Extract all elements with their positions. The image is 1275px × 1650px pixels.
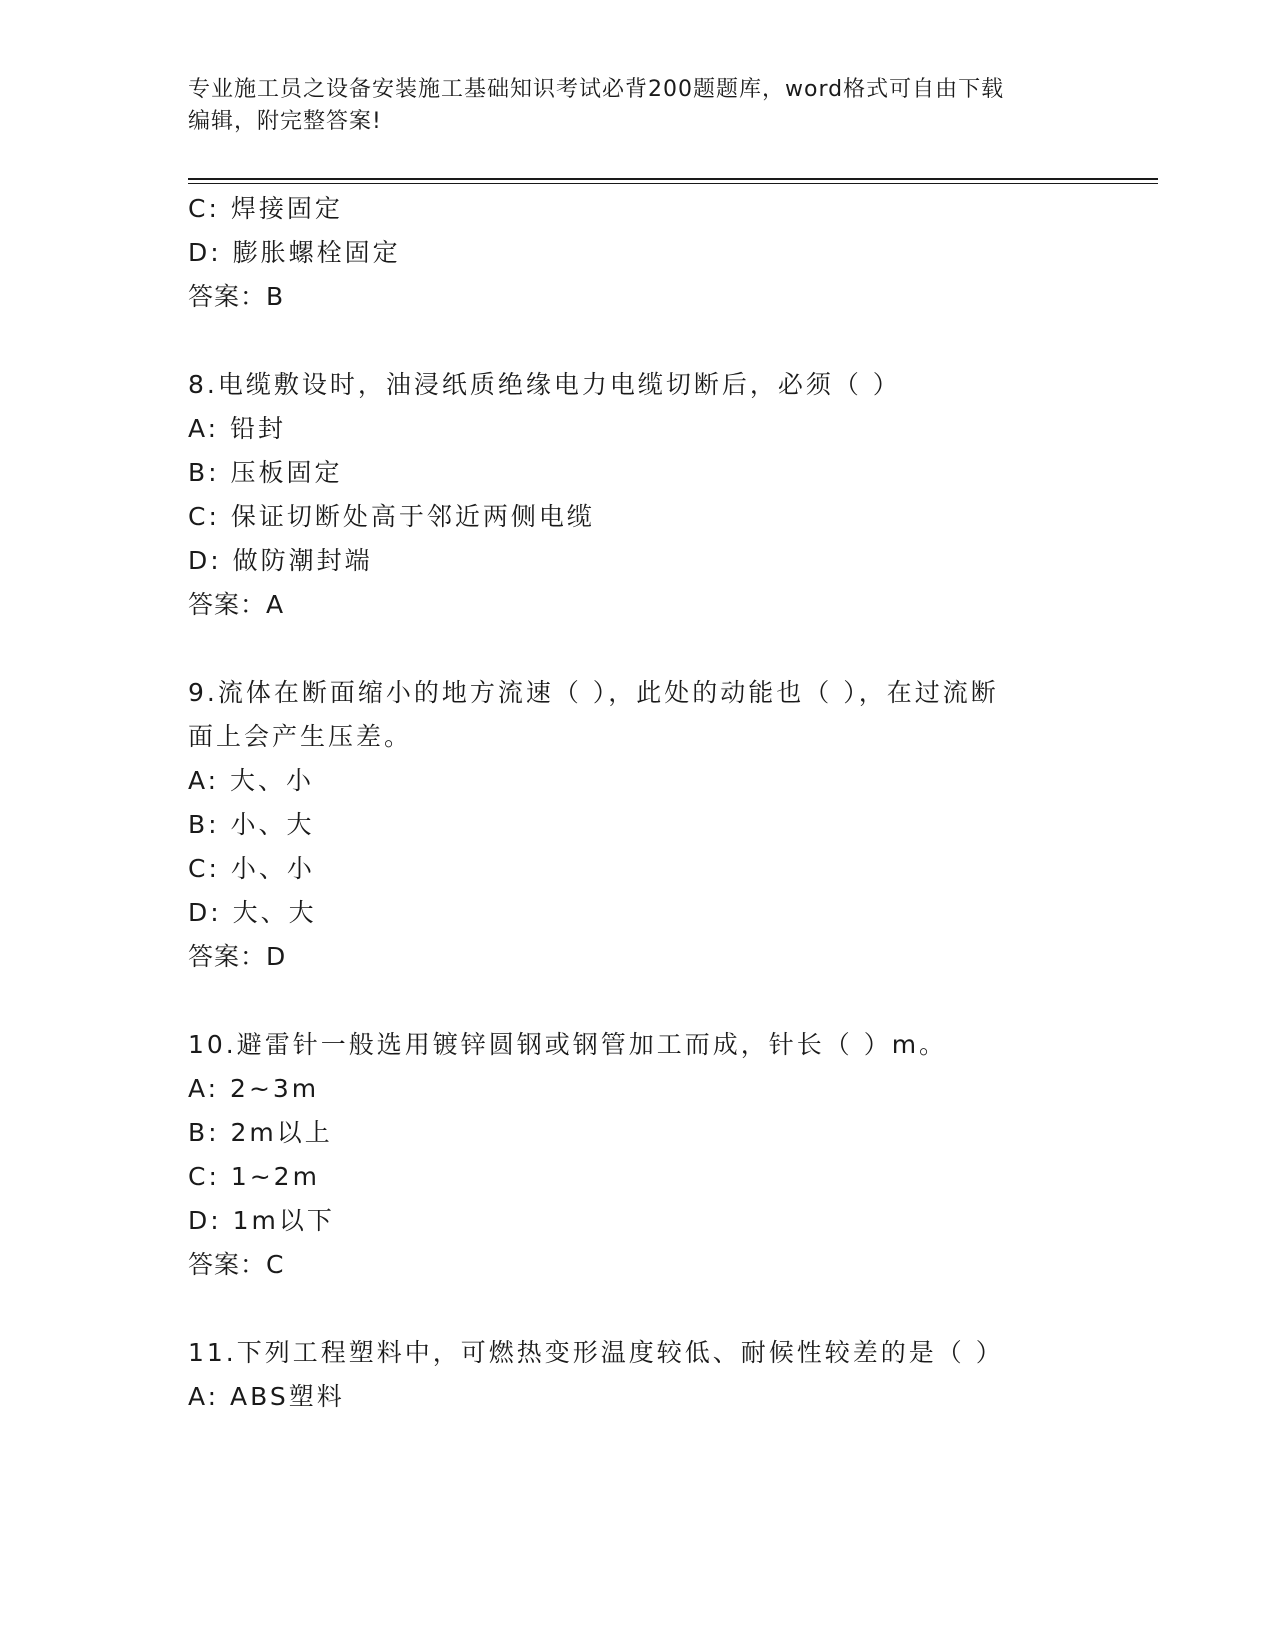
q9-option-c: C: 小、小: [188, 854, 315, 883]
q10-answer: 答案：C: [188, 1250, 285, 1279]
q8-option-d: D: 做防潮封端: [188, 546, 373, 575]
header-title-line-1: 专业施工员之设备安装施工基础知识考试必背200题题库，word格式可自由下载: [188, 77, 1005, 102]
q7-option-d: D: 膨胀螺栓固定: [188, 238, 401, 267]
q10-option-d: D: 1m以下: [188, 1206, 335, 1235]
q8-option-c: C: 保证切断处高于邻近两侧电缆: [188, 502, 595, 531]
q9-option-d: D: 大、大: [188, 898, 317, 927]
q9-option-a: A: 大、小: [188, 766, 315, 795]
q9-option-b: B: 小、大: [188, 810, 315, 839]
q10-option-b: B: 2m以上: [188, 1118, 333, 1147]
q9-stem-line-2: 面上会产生压差。: [188, 722, 413, 751]
q7-option-c: C: 焊接固定: [188, 194, 343, 223]
q8-option-b: B: 压板固定: [188, 458, 343, 487]
header-divider-thick: [188, 178, 1158, 180]
q11-option-a: A: ABS塑料: [188, 1382, 345, 1411]
q11-stem: 11.下列工程塑料中，可燃热变形温度较低、耐候性较差的是（ ）: [188, 1338, 1004, 1367]
q8-option-a: A: 铅封: [188, 414, 287, 443]
document-header: [188, 74, 1088, 138]
q8-stem: 8.电缆敷设时，油浸纸质绝缘电力电缆切断后，必须（ ）: [188, 370, 901, 399]
q9-stem-line-1: 9.流体在断面缩小的地方流速（ ），此处的动能也（ ），在过流断: [188, 678, 999, 707]
q8-answer: 答案：A: [188, 590, 285, 619]
q10-option-a: A: 2~3m: [188, 1074, 320, 1103]
header-title-line-2: 编辑，附完整答案!: [188, 109, 382, 134]
q10-option-c: C: 1~2m: [188, 1162, 320, 1191]
header-divider-thin: [188, 183, 1158, 184]
q9-answer: 答案：D: [188, 942, 287, 971]
q10-stem: 10.避雷针一般选用镀锌圆钢或钢管加工而成，针长（ ）m。: [188, 1030, 948, 1059]
q7-answer: 答案：B: [188, 282, 285, 311]
